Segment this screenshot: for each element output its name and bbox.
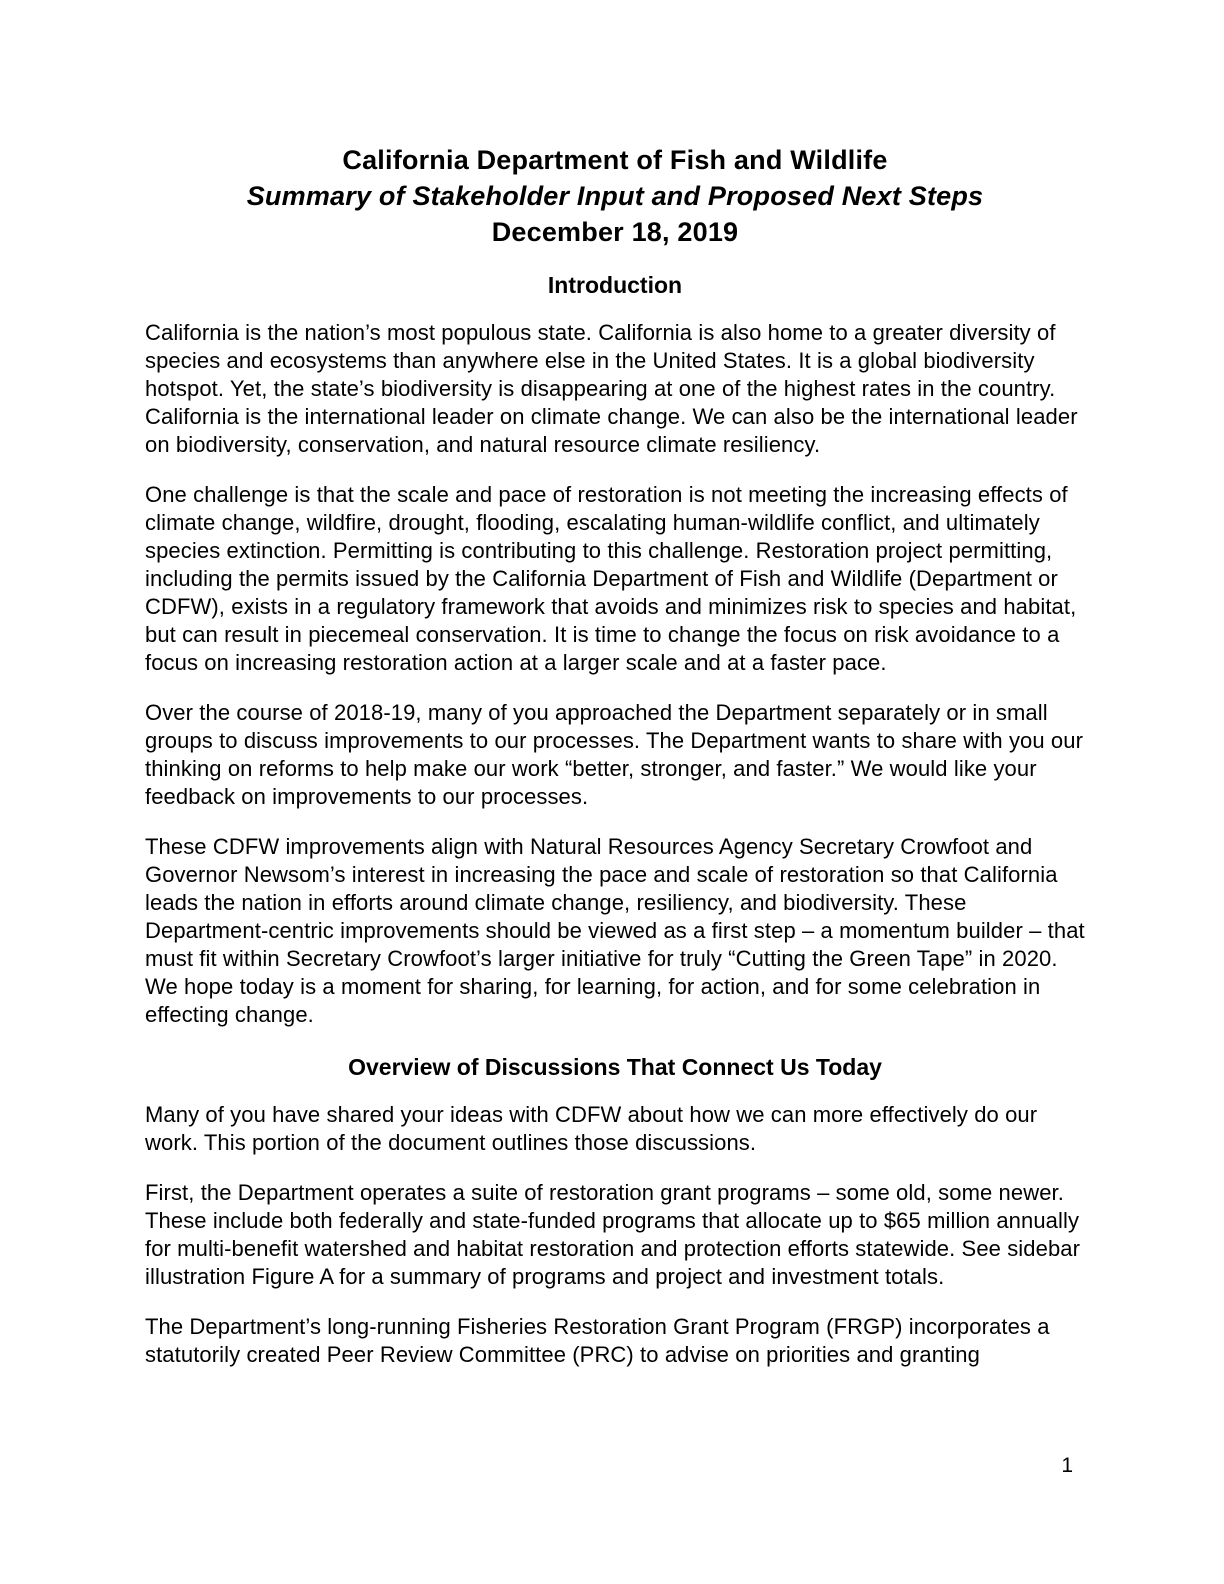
paragraph-overview-3: The Department’s long-running Fisheries Restoration Grant Program (FRGP) incorporates a statutorily created Peer Review Committee (PRC) to advise on priorities and granting: [145, 1314, 1050, 1367]
paragraph-overview-1: Many of you have shared your ideas with CDFW about how we can more effectively do our work. This portion of the document outlines those discussions.: [145, 1102, 1038, 1155]
doc-title-date: December 18, 2019: [491, 217, 739, 247]
paragraph-overview-2: First, the Department operates a suite of restoration grant programs – some old, some newer. These include both federally and state-funded programs that allocate up to $65 million annually for multi-benefit watershed and habitat restoration and protection efforts statewide. See sidebar illustration Figure A for a summary of programs and project and investment totals.: [145, 1180, 1081, 1289]
page-number: 1: [1061, 1454, 1073, 1477]
paragraph-intro-1: California is the nation’s most populous state. California is also home to a greater diversity of species and ecosystems than anywhere else in the United States. It is a global biodiversity hotspot. Yet, the state’s biodiversity is disappearing at one of the highest rates in the country. California is the international leader on climate change. We can also be the international leader on biodiversity, conservation, and natural resource climate resiliency.: [145, 320, 1078, 457]
document-title-block: [145, 142, 1085, 250]
doc-title-subject: Summary of Stakeholder Input and Proposed Next Steps: [246, 181, 984, 211]
section-heading-overview: Overview of Discussions That Connect Us Today: [348, 1054, 882, 1080]
paragraph-intro-2: One challenge is that the scale and pace of restoration is not meeting the increasing effects of climate change, wildfire, drought, flooding, escalating human-wildlife conflict, and ultimately species extinction. Permitting is contributing to this challenge. Restoration project permitting, including the permits issued by the California Department of Fish and Wildlife (Department or CDFW), exists in a regulatory framework that avoids and minimizes risk to species and habitat, but can result in piecemeal conservation. It is time to change the focus on risk avoidance to a focus on increasing restoration action at a larger scale and at a faster pace.: [145, 482, 1077, 675]
paragraph-intro-3: Over the course of 2018-19, many of you approached the Department separately or in small groups to discuss improvements to our processes. The Department wants to share with you our thinking on reforms to help make our work “better, stronger, and faster.” We would like your feedback on improvements to our processes.: [145, 700, 1084, 809]
doc-title-org: California Department of Fish and Wildlife: [342, 145, 888, 175]
page-footer: [145, 1452, 1073, 1480]
document-content: [145, 142, 1085, 1391]
section-heading-introduction: Introduction: [547, 272, 683, 298]
paragraph-intro-4: These CDFW improvements align with Natural Resources Agency Secretary Crowfoot and Governor Newsom’s interest in increasing the pace and scale of restoration so that California leads the nation in efforts around climate change, resiliency, and biodiversity. These Department-centric improvements should be viewed as a first step – a momentum builder – that must fit within Secretary Crowfoot’s larger initiative for truly “Cutting the Green Tape” in 2020. We hope today is a moment for sharing, for learning, for action, and for some celebration in effecting change.: [145, 834, 1085, 1027]
